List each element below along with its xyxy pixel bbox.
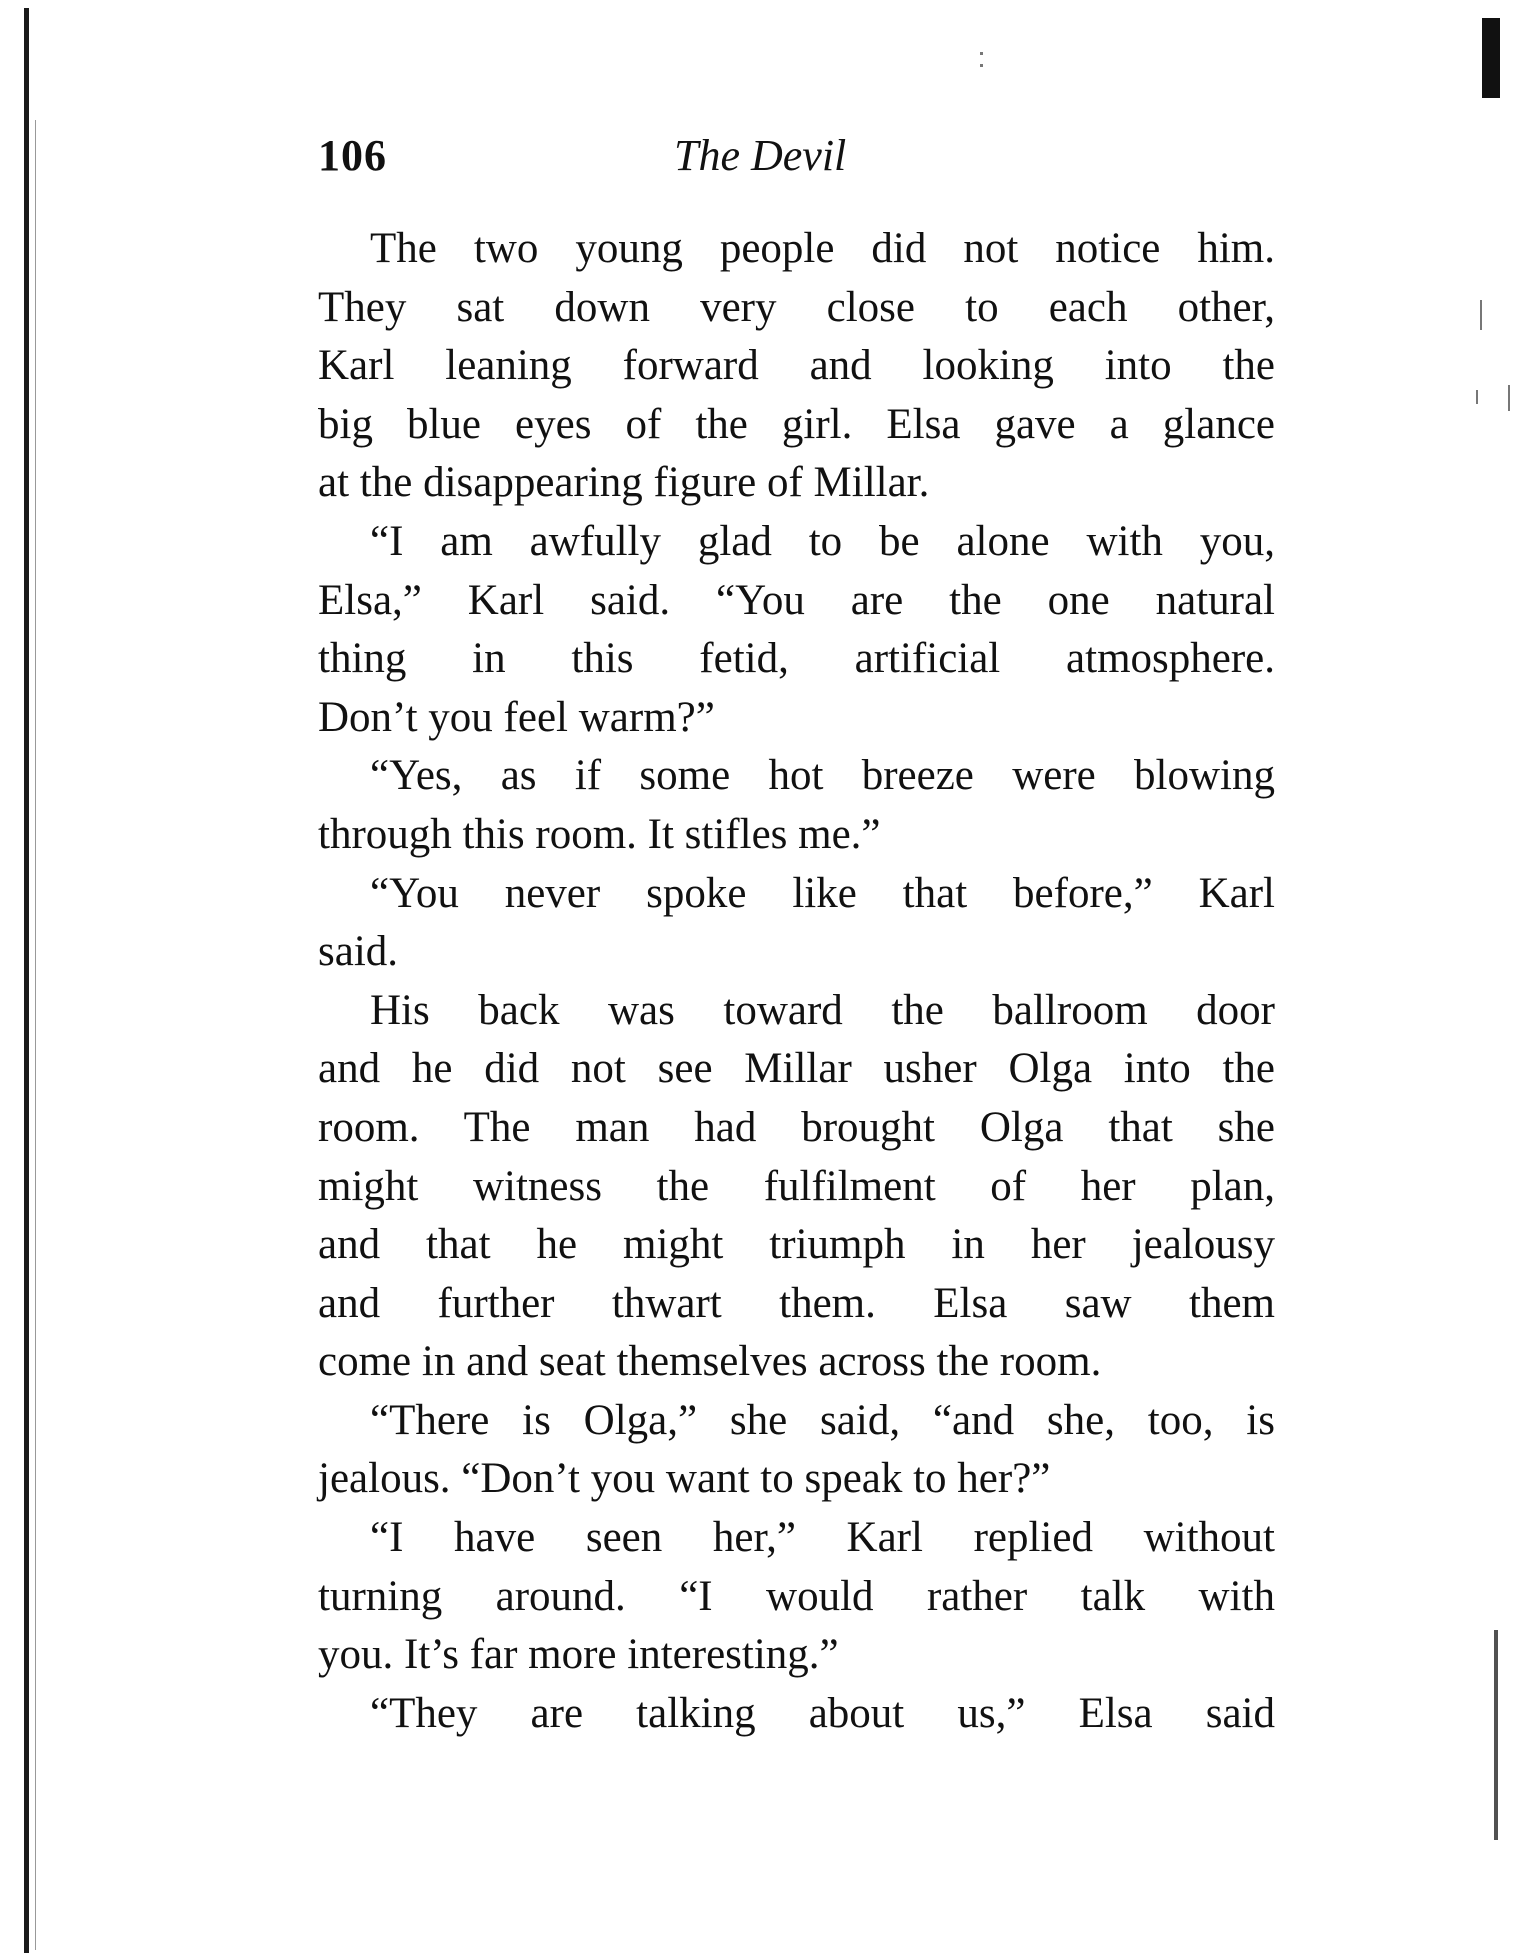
text-line: “They are talking about us,” Elsa said <box>370 1689 1275 1737</box>
margin-speck <box>1480 300 1482 330</box>
margin-streak <box>1494 1630 1498 1840</box>
page-number: 106 <box>318 131 387 180</box>
margin-streak <box>1482 18 1500 98</box>
text-line: “You never spoke like that before,” Karl <box>370 869 1275 917</box>
running-head <box>318 130 910 190</box>
text-line: Don’t you feel warm?” <box>318 693 715 741</box>
text-line: and he did not see Millar usher Olga into the <box>318 1045 1275 1093</box>
text-line: “There is Olga,” she said, “and she, too, is <box>370 1396 1275 1444</box>
text-line: come in and seat themselves across the room. <box>318 1338 1102 1386</box>
body-text <box>318 220 1275 1743</box>
text-line: through this room. It stifles me.” <box>318 810 881 858</box>
text-line: you. It’s far more interesting.” <box>318 1631 839 1679</box>
text-line: and that he might triumph in her jealousy <box>318 1221 1275 1269</box>
binding-edge-shadow <box>35 120 36 1950</box>
text-line: jealous. “Don’t you want to speak to her?” <box>318 1455 1051 1503</box>
text-line: at the disappearing figure of Millar. <box>318 459 930 507</box>
text-line: said. <box>318 928 399 976</box>
binding-edge <box>24 8 29 1953</box>
margin-speck <box>980 64 983 67</box>
text-line: Elsa,” Karl said. “You are the one natural <box>318 576 1275 624</box>
text-line: “I am awfully glad to be alone with you, <box>370 517 1275 565</box>
text-line: “Yes, as if some hot breeze were blowing <box>370 752 1275 800</box>
text-line: “I have seen her,” Karl replied without <box>370 1514 1275 1562</box>
text-line: thing in this fetid, artificial atmosphere. <box>318 635 1275 683</box>
text-line: They sat down very close to each other, <box>318 283 1275 331</box>
text-line: room. The man had brought Olga that she <box>318 1103 1275 1151</box>
margin-speck <box>980 52 983 55</box>
margin-speck <box>1508 385 1510 411</box>
text-line: and further thwart them. Elsa saw them <box>318 1279 1275 1327</box>
running-title: The Devil <box>674 131 847 180</box>
text-line: Karl leaning forward and looking into the <box>318 342 1275 390</box>
text-line: turning around. “I would rather talk with <box>318 1572 1275 1620</box>
text-line: big blue eyes of the girl. Elsa gave a glance <box>318 400 1275 448</box>
text-line: His back was toward the ballroom door <box>370 986 1275 1034</box>
text-line: might witness the fulfilment of her plan, <box>318 1162 1275 1210</box>
margin-speck <box>1476 390 1478 404</box>
text-line: The two young people did not notice him. <box>370 225 1275 272</box>
